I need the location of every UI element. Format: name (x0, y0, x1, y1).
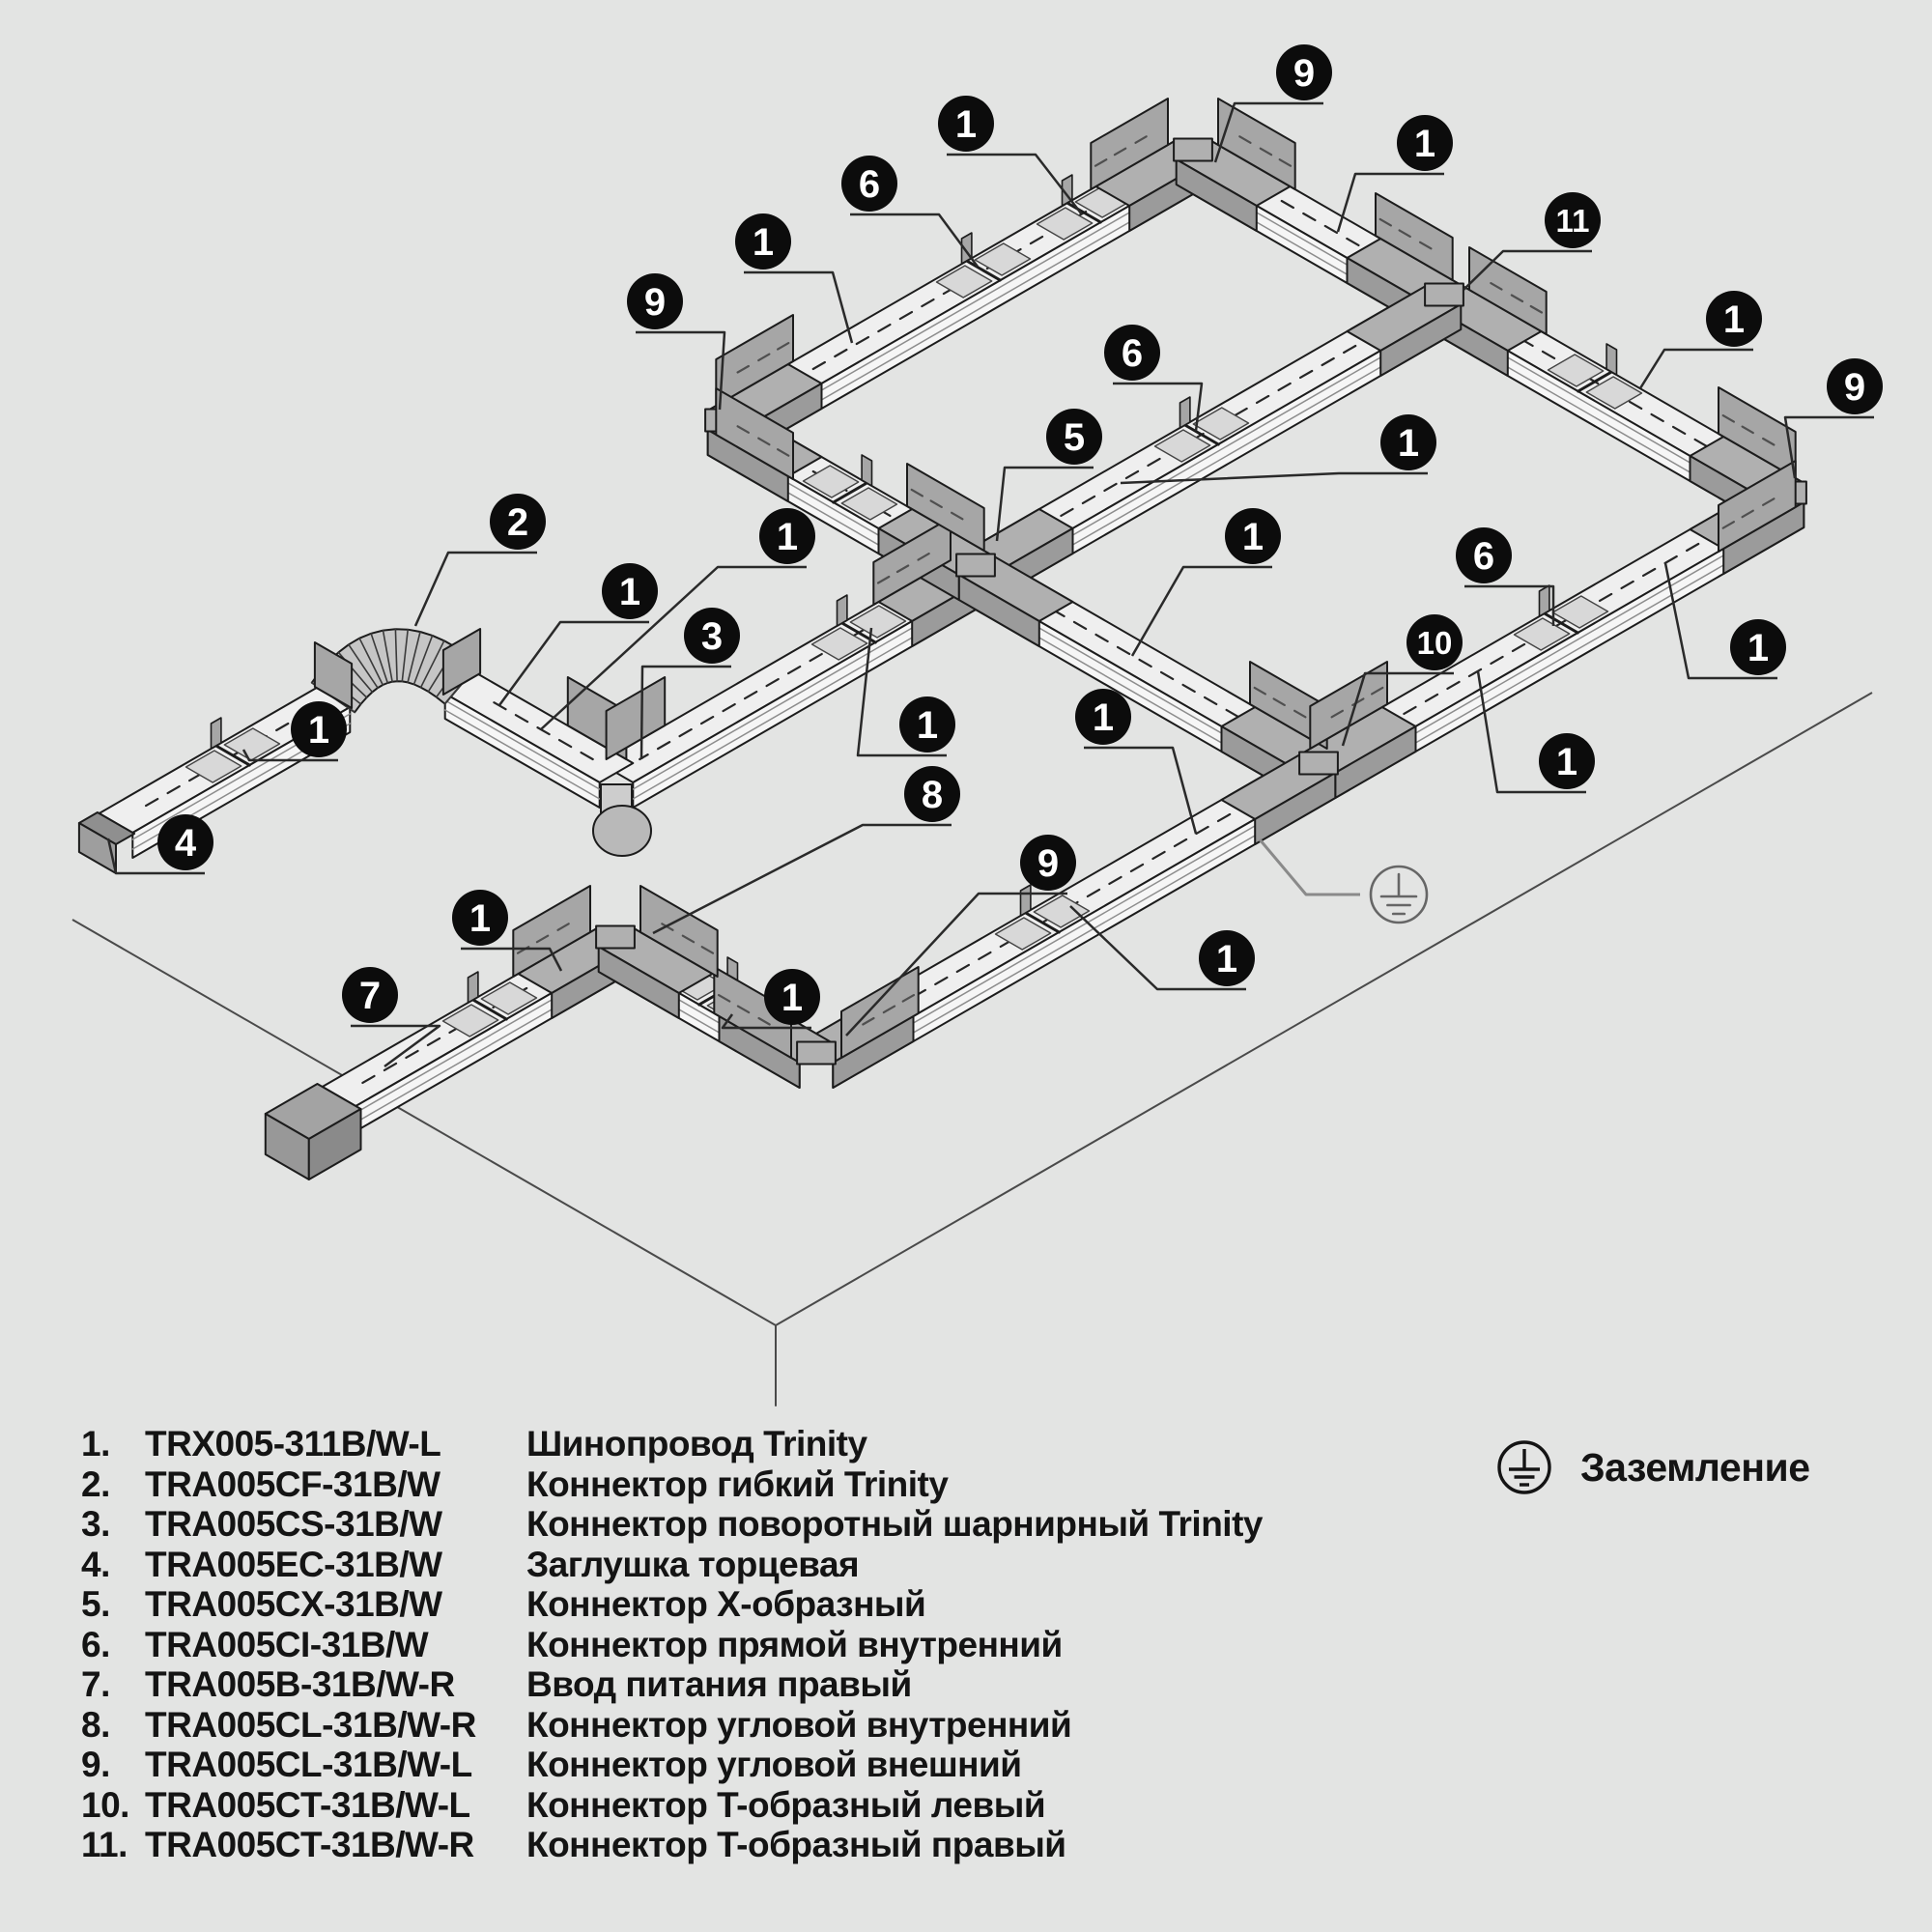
svg-text:11: 11 (1555, 203, 1590, 239)
part-desc: Заглушка торцевая (526, 1544, 860, 1584)
svg-text:8: 8 (921, 774, 944, 816)
legend-row (81, 1664, 912, 1705)
svg-text:1: 1 (1397, 422, 1420, 465)
part-desc: Коннектор поворотный шарнирный Trinity (526, 1504, 1263, 1544)
svg-text:2: 2 (506, 501, 529, 544)
callout-9 (1276, 44, 1332, 100)
svg-text:5: 5 (1063, 416, 1086, 459)
callout-1 (1730, 619, 1786, 675)
svg-text:9: 9 (643, 281, 667, 324)
part-desc: Коннектор T-образный правый (526, 1825, 1066, 1864)
ground-icon (1495, 1438, 1553, 1496)
part-num: 3. (81, 1504, 110, 1544)
callout-5 (1046, 409, 1102, 465)
callout-4 (157, 814, 213, 870)
callout-1 (291, 701, 347, 757)
svg-text:1: 1 (1215, 938, 1238, 980)
callout-1 (452, 890, 508, 946)
part-code: TRA005CL-31B/W-L (145, 1745, 472, 1784)
callout-1 (1380, 414, 1436, 470)
callout-9 (1827, 358, 1883, 414)
part-num: 2. (81, 1463, 110, 1504)
callout-1 (1539, 733, 1595, 789)
callout-3 (684, 608, 740, 664)
svg-text:10: 10 (1416, 625, 1453, 661)
callout-7 (342, 967, 398, 1023)
ground-symbol (1371, 867, 1427, 923)
callout-6 (841, 156, 897, 212)
svg-text:6: 6 (1472, 535, 1495, 578)
part-num: 7. (81, 1664, 110, 1704)
legend-row (81, 1785, 1045, 1826)
callout-6 (1456, 527, 1512, 583)
part-code: TRA005CS-31B/W (145, 1504, 442, 1544)
callout-10 (1406, 614, 1463, 670)
part-desc: Шинопровод Trinity (526, 1424, 867, 1463)
callout-1 (759, 508, 815, 564)
part-code: TRA005CF-31B/W (145, 1463, 440, 1504)
part-desc: Ввод питания правый (526, 1664, 912, 1704)
callout-1 (1225, 508, 1281, 564)
svg-text:1: 1 (469, 897, 492, 940)
callout-1 (764, 969, 820, 1025)
part-num: 6. (81, 1624, 110, 1664)
svg-text:3: 3 (700, 615, 724, 658)
callout-11 (1545, 192, 1601, 248)
svg-text:1: 1 (1092, 696, 1115, 739)
part-code: TRA005CX-31B/W (145, 1584, 442, 1624)
ground-legend (1495, 1438, 1810, 1496)
part-num: 11. (81, 1825, 128, 1864)
svg-text:1: 1 (916, 704, 939, 747)
part-code: TRA005CT-31B/W-L (145, 1784, 470, 1825)
legend-row (81, 1424, 867, 1464)
part-num: 9. (81, 1745, 110, 1784)
callout-8 (904, 766, 960, 822)
ground-label: Заземление (1580, 1444, 1810, 1490)
callout-1 (602, 563, 658, 619)
svg-text:6: 6 (858, 163, 881, 206)
svg-text:1: 1 (1722, 298, 1746, 341)
svg-text:1: 1 (1413, 123, 1436, 165)
part-code: TRX005-311B/W-L (145, 1424, 441, 1463)
callout-1 (1397, 115, 1453, 171)
legend-row (81, 1625, 1063, 1665)
callout-1 (1075, 689, 1131, 745)
part-desc: Коннектор гибкий Trinity (526, 1463, 949, 1504)
legend-row (81, 1545, 859, 1585)
legend-row (81, 1825, 1066, 1865)
part-desc: Коннектор угловой внутренний (526, 1704, 1072, 1745)
svg-text:1: 1 (752, 221, 775, 264)
callout-1 (1706, 291, 1762, 347)
svg-text:1: 1 (1747, 627, 1770, 669)
svg-text:1: 1 (307, 709, 330, 752)
svg-text:1: 1 (618, 571, 641, 613)
svg-text:1: 1 (1555, 741, 1578, 783)
svg-text:9: 9 (1037, 842, 1060, 885)
svg-text:1: 1 (781, 977, 804, 1019)
svg-text:6: 6 (1121, 332, 1144, 375)
svg-text:4: 4 (174, 822, 197, 865)
callout-2 (490, 494, 546, 550)
callout-1 (1199, 930, 1255, 986)
svg-text:1: 1 (1241, 516, 1264, 558)
part-num: 8. (81, 1704, 110, 1745)
svg-text:9: 9 (1843, 366, 1866, 409)
part-num: 1. (81, 1424, 110, 1463)
legend-row (81, 1745, 1022, 1785)
svg-text:1: 1 (954, 103, 978, 146)
svg-text:9: 9 (1293, 52, 1316, 95)
part-desc: Коннектор T-образный левый (526, 1784, 1046, 1825)
part-code: TRA005B-31B/W-R (145, 1664, 455, 1704)
svg-text:7: 7 (358, 975, 382, 1017)
legend-row (81, 1504, 1263, 1545)
callout-9 (627, 273, 683, 329)
svg-text:1: 1 (776, 516, 799, 558)
part-code: TRA005CT-31B/W-R (145, 1825, 474, 1864)
part-num: 5. (81, 1584, 110, 1624)
callout-1 (899, 696, 955, 753)
part-desc: Коннектор X-образный (526, 1584, 926, 1624)
callout-9 (1020, 835, 1076, 891)
part-num: 10. (81, 1784, 129, 1825)
part-code: TRA005CI-31B/W (145, 1624, 429, 1664)
part-desc: Коннектор угловой внешний (526, 1745, 1022, 1784)
legend-row (81, 1464, 948, 1505)
legend-row (81, 1705, 1071, 1746)
callout-1 (938, 96, 994, 152)
part-code: TRA005CL-31B/W-R (145, 1704, 476, 1745)
part-desc: Коннектор прямой внутренний (526, 1624, 1063, 1664)
part-code: TRA005EC-31B/W (145, 1544, 442, 1584)
callout-1 (735, 213, 791, 270)
callout-6 (1104, 325, 1160, 381)
legend-row (81, 1584, 925, 1625)
part-num: 4. (81, 1544, 110, 1584)
